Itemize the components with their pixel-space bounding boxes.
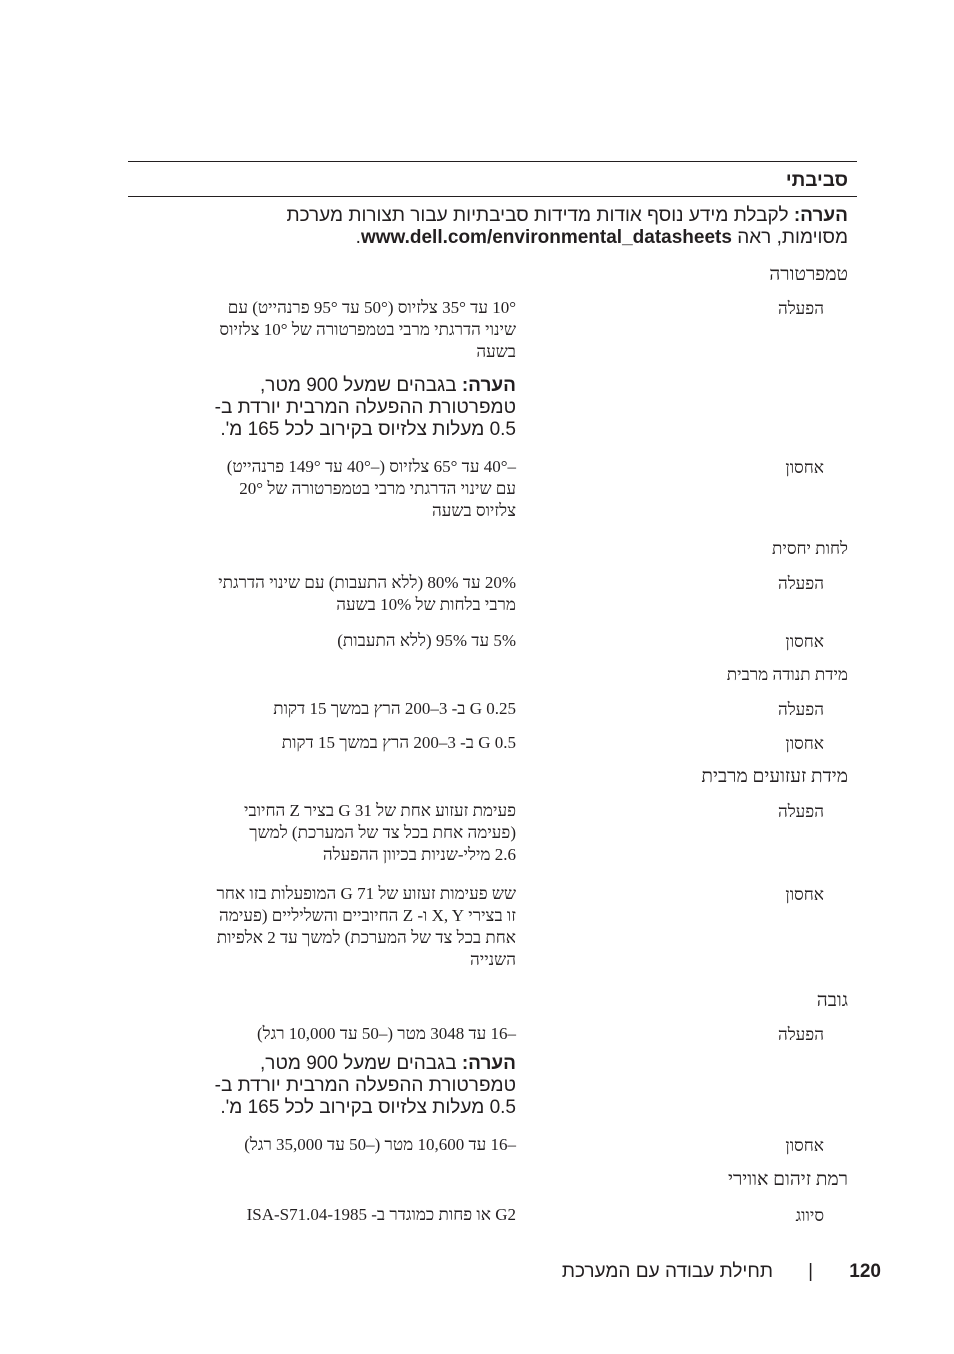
temperature-storage-label: אחסון [785, 458, 824, 477]
shock-storage-value: שש פעימות זעזוע של 71 G המופעלות בזו אחר זו בצירי X, Y ו- Z החיוביים והשליליים (פעימה אחת בכל צד של המערכת) למשך עד 2 אלפיות השנייה [216, 884, 516, 969]
environmental-datasheets-link[interactable]: www.dell.com/environmental_datasheets [360, 227, 732, 248]
temperature-title: טמפרטורה [769, 264, 848, 285]
airborne-class-value: G2 או פחות כמוגדר ב- ISA-S71.04-1985 [246, 1205, 516, 1224]
humidity-storage-value: 5% עד 95% (ללא התעבות) [337, 631, 516, 650]
page-number: 120 [849, 1261, 881, 1282]
humidity-title: לחות יחסית [772, 539, 848, 558]
altitude-title: גובה [816, 990, 848, 1011]
shock-operating-value: פעימת זעזוע אחת של 31 G בציר Z החיובי (פעימה אחת בכל צד של המערכת) למשך 2.6 מילי-שניות בכיוון ההפעלה [243, 801, 516, 864]
humidity-storage-label: אחסון [785, 632, 824, 651]
footer-separator: | [808, 1261, 813, 1282]
airborne-class-label: סיווג [795, 1206, 824, 1225]
header-bottom-rule [128, 196, 857, 197]
humidity-operating-value: 20% עד 80% (ללא התעבות) עם שינוי הדרגתי מרבי בלחות של 10% בשעה [218, 573, 516, 614]
shock-storage-label: אחסון [785, 885, 824, 904]
humidity-operating-label: הפעלה [777, 574, 824, 593]
airborne-title: רמת זיהום אווירי [727, 1169, 848, 1190]
temperature-storage-value: –40° עד 65° צלזיוס (–40° עד 149° פרנהייט) עם שינוי הדרגתי מרבי בטמפרטורה של 20° צלזיוס בשעה [226, 457, 516, 520]
intro-note-line1: הערה: לקבלת מידע נוסף אודות מדידות סביבתיות עבור תצורות מערכת [286, 205, 848, 226]
altitude-storage-value: –16 עד 10,600 מטר (–50 עד 35,000 רגל) [244, 1135, 516, 1154]
note-label: הערה: [461, 375, 516, 396]
vibration-storage-value: 0.5 G ב- 3–200 הרץ במשך 15 דקות [281, 733, 516, 752]
vibration-title: מידת תנודה מרבית [726, 665, 848, 684]
note-label: הערה: [793, 205, 848, 226]
temperature-operating-label: הפעלה [777, 299, 824, 318]
table-top-rule [128, 161, 857, 162]
vibration-operating-label: הפעלה [777, 700, 824, 719]
vibration-storage-label: אחסון [785, 734, 824, 753]
chapter-title: תחילת עבודה עם המערכת [561, 1261, 773, 1282]
intro-note [208, 205, 848, 249]
shock-operating-label: הפעלה [777, 802, 824, 821]
temperature-altitude-note: הערה: בגבהים שמעל 900 מטר, טמפרטורת ההפעלה המרבית יורדת ב- 0.5 מעלות צלזיוס בקירוב לכל 165 מ'. [214, 375, 516, 440]
temperature-operating-value: 10° עד 35° צלזיוס (50° עד 95° פרנהייט) עם שינוי הדרגתי מרבי בטמפרטורה של 10° צלזיוס בשעה [219, 298, 516, 361]
altitude-operating-label: הפעלה [777, 1025, 824, 1044]
vibration-operating-value: 0.25 G ב- 3–200 הרץ במשך 15 דקות [273, 699, 516, 718]
altitude-operating-value: –16 עד 3048 מטר (–50 עד 10,000 רגל) [256, 1024, 516, 1043]
altitude-storage-label: אחסון [785, 1136, 824, 1155]
section-title: סביבתי [785, 170, 848, 191]
altitude-note: הערה: בגבהים שמעל 900 מטר, טמפרטורת ההפעלה המרבית יורדת ב- 0.5 מעלות צלזיוס בקירוב לכל 165 מ'. [214, 1053, 516, 1118]
note-label: הערה: [461, 1053, 516, 1074]
intro-note-line2: מסוימות, ראה www.dell.com/environmental_datasheets. [355, 227, 848, 248]
shock-title: מידת זעזועים מרבית [701, 766, 848, 787]
